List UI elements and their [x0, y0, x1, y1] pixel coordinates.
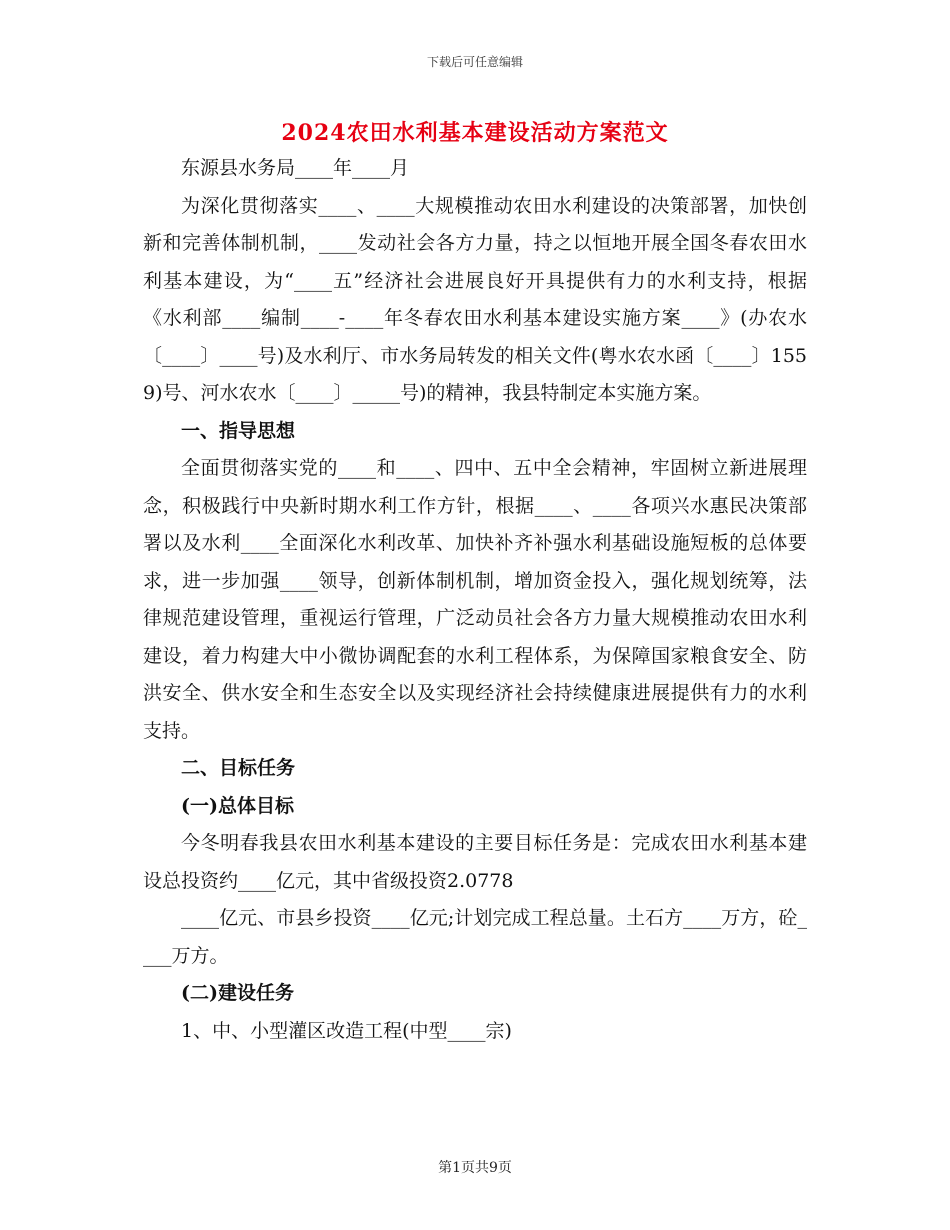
page-footer: 第1页共9页 — [438, 1160, 512, 1176]
document-title: 2024农田水利基本建设活动方案范文 — [281, 120, 669, 146]
guiding-paragraph: 全面贯彻落实党的____和____、四中、五中全会精神，牢固树立新进展理念，积极践行中央新时期水利工作方针，根据____、____各项兴水惠民决策部署以及水利____全面深化水利改革、加快补齐补强水利基础设施短板的总体要求，进一步加强____领导，创新体制机制，增加资金投入，强化规划统筹，法律规范建设管理，重视运行管理，广泛动员社会各方力量大规模推动农田水利建设，着力构建大中小微协调配套的水利工程体系，为保障国家粮食安全、防洪安全、供水安全和生态安全以及实现经济社会持续健康进展提供有力的水利支持。 — [143, 457, 807, 742]
section-heading-guiding: 一、指导思想 — [181, 419, 296, 442]
date-line: 东源县水务局____年____月 — [181, 157, 410, 179]
subsection-heading-overall: (一)总体目标 — [181, 794, 294, 817]
document-body — [143, 150, 807, 1050]
overall-goal-paragraph: 今冬明春我县农田水利基本建设的主要目标任务是：完成农田水利基本建设总投资约____亿元，其中省级投资2.0778 — [143, 832, 807, 892]
intro-paragraph: 为深化贯彻落实____、____大规模推动农田水利建设的决策部署，加快创新和完善体制机制，____发动社会各方力量，持之以恒地开展全国冬春农田水利基本建设，为“____五”经济社会进展良好开具提供有力的水利支持，根据《水利部____编制____-____年冬春农田水利基本建设实施方案____》(办农水〔____〕____号)及水利厅、市水务局转发的相关文件(粤水农水函〔____〕1559)号、河水农水〔____〕_____号)的精神，我县特制定本实施方案。 — [143, 194, 807, 404]
header-note: 下载后可任意编辑 — [426, 55, 523, 69]
subsection-heading-construction: (二)建设任务 — [181, 982, 294, 1004]
construction-item-1: 1、中、小型灌区改造工程(中型____宗) — [181, 1019, 512, 1042]
section-heading-goals: 二、目标任务 — [181, 757, 296, 779]
investment-paragraph: ____亿元、市县乡投资____亿元;计划完成工程总量。土石方____万方，砼____万方。 — [143, 907, 807, 967]
